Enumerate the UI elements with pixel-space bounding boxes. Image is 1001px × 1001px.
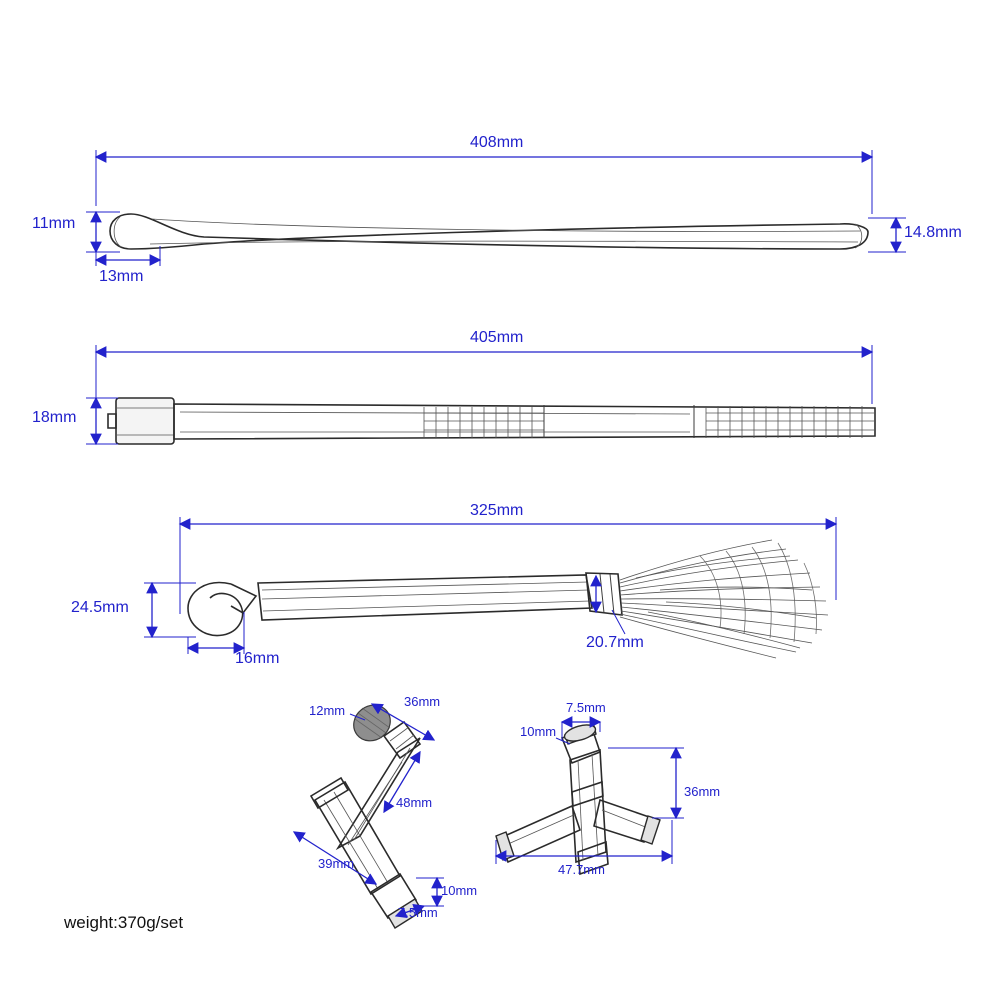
dimension-label-10mm-key-b: 10mm <box>520 724 557 739</box>
dimension-label-13mm: 13mm <box>99 268 144 285</box>
dimension-label-408mm: 408mm <box>470 134 524 151</box>
dimension-label-7-5mm-key-b: 7.5mm <box>566 700 606 715</box>
dimension-label-48mm: 48mm <box>396 795 433 810</box>
dimension-label-20-7mm: 20.7mm <box>586 634 644 651</box>
dimension-label-16mm: 16mm <box>235 650 280 667</box>
dimension-label-14-8mm: 14.8mm <box>904 224 962 241</box>
dimension-label-325mm: 325mm <box>470 502 524 519</box>
dimension-label-36mm-key-a: 36mm <box>404 694 441 709</box>
dimension-label-47-7mm: 47.7mm <box>558 862 605 877</box>
dimension-label-10mm-key-a: 10mm <box>441 883 478 898</box>
dimension-label-12mm: 12mm <box>309 703 346 718</box>
dimension-label-11mm: 11mm <box>32 215 76 232</box>
dimension-label-36mm-key-b: 36mm <box>684 784 721 799</box>
dimension-label-24-5mm: 24.5mm <box>71 599 129 616</box>
dimension-label-39mm: 39mm <box>318 856 355 871</box>
dimension-label-405mm: 405mm <box>470 329 524 346</box>
weight-label: weight:370g/set <box>64 913 184 932</box>
dimension-label-7-5mm-key-a: 7.5mm <box>398 905 438 920</box>
dimension-label-18mm: 18mm <box>32 409 77 426</box>
